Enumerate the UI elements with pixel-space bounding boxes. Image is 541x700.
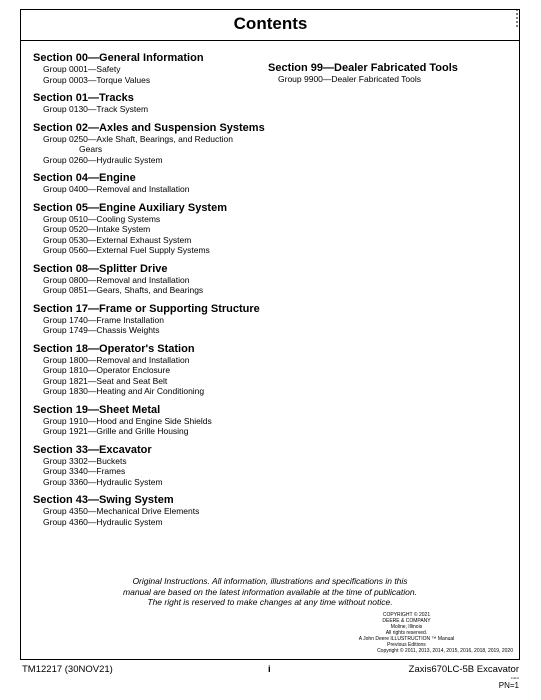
section-title[interactable]: Section 08—Splitter Drive — [33, 262, 168, 275]
group-entry[interactable]: Group 0520—Intake System — [43, 224, 151, 234]
group-entry[interactable]: Group 1810—Operator Enclosure — [43, 365, 171, 375]
copyright-line: COPYRIGHT © 2021 — [382, 612, 431, 618]
section-title[interactable]: Section 43—Swing System — [33, 494, 174, 506]
copyright-line: Previous Editions — [387, 642, 426, 648]
notice-line: The right is reserved to make changes at any time without notice. — [147, 597, 393, 607]
footer-code: ¹¹¹¹¹¹ — [511, 676, 519, 681]
group-entry-continuation[interactable]: Gears — [79, 144, 103, 154]
toc-section — [33, 404, 263, 437]
group-entry[interactable]: Group 1749—Chassis Weights — [43, 325, 160, 335]
toc-section — [33, 92, 263, 115]
copyright-line: Copyright © 2011, 2013, 2014, 2015, 2016, 2018, 2019, 2020 — [377, 648, 513, 654]
group-entry[interactable]: Group 4350—Mechanical Drive Elements — [43, 506, 200, 516]
group-entry[interactable]: Group 1821—Seat and Seat Belt — [43, 375, 168, 386]
group-entry[interactable]: Group 0851—Gears, Shafts, and Bearings — [43, 285, 204, 295]
original-instructions-notice — [80, 576, 460, 608]
group-entry[interactable]: Group 1830—Heating and Air Conditioning — [43, 386, 205, 396]
group-entry[interactable]: Group 3302—Buckets — [43, 455, 127, 466]
section-title[interactable]: Section 99—Dealer Fabricated Tools — [268, 62, 458, 74]
group-entry[interactable]: Group 0400—Removal and Installation — [43, 184, 190, 194]
toc-section — [268, 62, 508, 85]
group-entry[interactable]: Group 9900—Dealer Fabricated Tools — [278, 74, 422, 84]
toc-section — [33, 172, 263, 195]
group-entry[interactable]: Group 0003—Torque Values — [43, 74, 151, 85]
page-title: Contents — [233, 14, 308, 33]
page-number: i — [268, 664, 271, 675]
group-entry[interactable]: Group 3340—Frames — [43, 466, 126, 476]
pn-label: PN=1 — [498, 681, 519, 690]
toc-section — [33, 444, 263, 488]
contents-right-column — [268, 62, 508, 92]
group-entry[interactable]: Group 3360—Hydraulic System — [43, 476, 163, 487]
group-entry[interactable]: Group 0560—External Fuel Supply Systems — [43, 245, 210, 255]
section-title[interactable]: Section 18—Operator's Station — [33, 342, 195, 355]
notice-line: manual are based on the latest information available at the time of publication. — [123, 586, 417, 597]
toc-section — [33, 263, 263, 296]
group-entry[interactable]: Group 0530—External Exhaust System — [43, 234, 192, 245]
notice-line: Original Instructions. All information, illustrations and specifications in this — [132, 576, 408, 586]
toc-section — [33, 343, 263, 397]
copyright-line: Moline, Illinois — [390, 624, 423, 630]
group-entry[interactable]: Group 1800—Removal and Installation — [43, 354, 190, 365]
toc-section — [33, 202, 263, 256]
copyright-line: All rights reserved. — [385, 630, 428, 636]
section-title[interactable]: Section 04—Engine — [33, 172, 136, 184]
group-entry[interactable]: Group 0130—Track System — [43, 104, 149, 114]
section-title[interactable]: Section 19—Sheet Metal — [33, 403, 161, 416]
group-entry[interactable]: Group 1740—Frame Installation — [43, 314, 164, 325]
group-entry[interactable]: Group 1921—Grille and Grille Housing — [43, 426, 189, 436]
document-id: TM12217 (30NOV21) — [22, 664, 113, 675]
section-title[interactable]: Section 33—Excavator — [33, 443, 152, 456]
toc-section — [33, 122, 263, 166]
section-title[interactable]: Section 00—General Information — [33, 52, 204, 64]
toc-section — [33, 52, 263, 85]
model-name: Zaxis670LC-5B Excavator — [408, 664, 519, 675]
group-entry[interactable]: Group 0510—Cooling Systems — [43, 213, 161, 224]
group-entry[interactable]: Group 0001—Safety — [43, 64, 121, 74]
toc-section — [33, 303, 263, 336]
group-entry[interactable]: Group 0250—Axle Shaft, Bearings, and Reduction — [43, 133, 233, 144]
copyright-line: A John Deere ILLUSTRUCTION ™ Manual — [358, 636, 455, 642]
contents-left-column — [33, 52, 263, 534]
copyright-block — [300, 612, 513, 654]
group-entry[interactable]: Group 1910—Hood and Engine Side Shields — [43, 415, 212, 426]
group-entry[interactable]: Group 0800—Removal and Installation — [43, 274, 190, 285]
group-entry[interactable]: Group 4360—Hydraulic System — [43, 516, 163, 527]
toc-section — [33, 494, 263, 527]
section-title[interactable]: Section 05—Engine Auxiliary System — [33, 201, 227, 214]
group-entry[interactable]: Group 0260—Hydraulic System — [43, 154, 163, 165]
section-title[interactable]: Section 02—Axles and Suspension Systems — [33, 121, 265, 134]
section-title[interactable]: Section 01—Tracks — [33, 92, 134, 104]
section-title[interactable]: Section 17—Frame or Supporting Structure — [33, 302, 260, 315]
copyright-line: DEERE & COMPANY — [382, 618, 431, 624]
